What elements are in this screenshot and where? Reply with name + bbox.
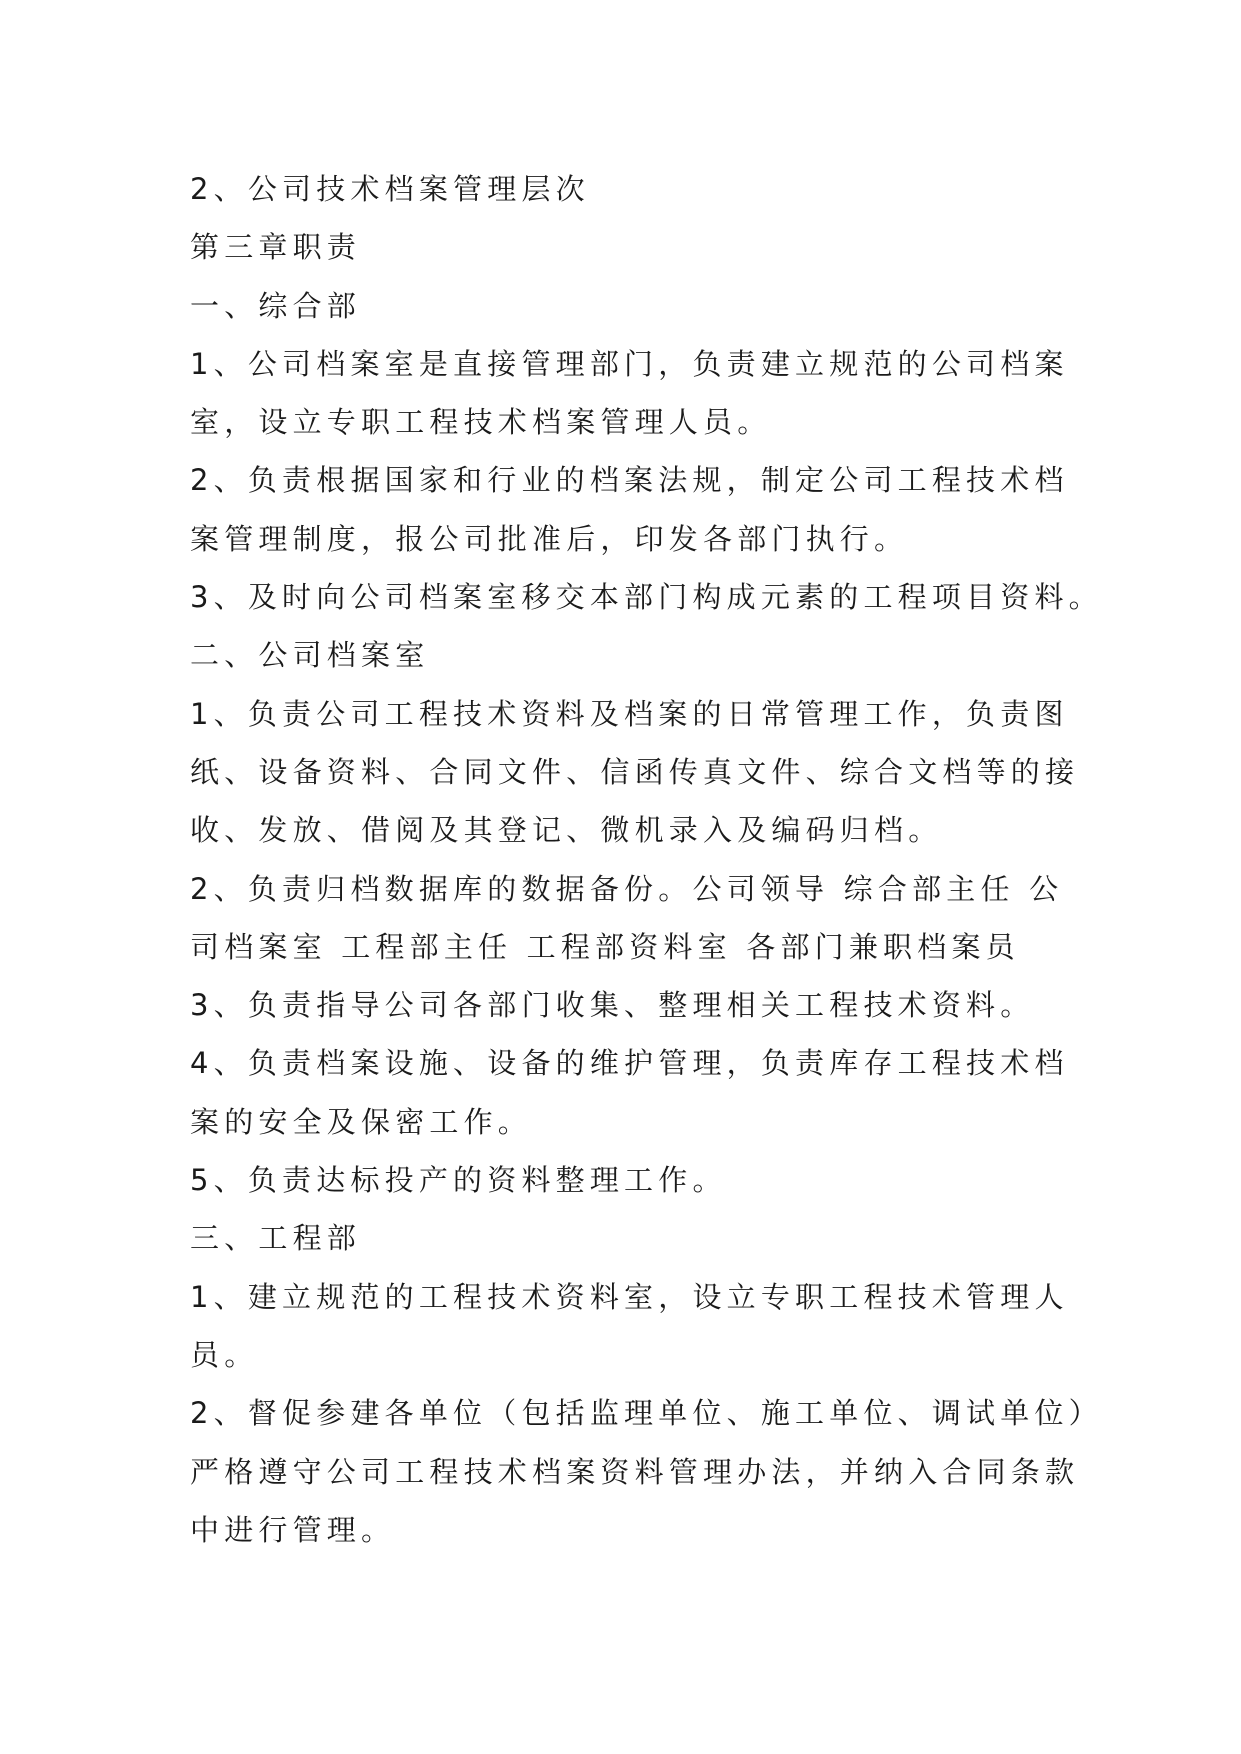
section-heading: 2、公司技术档案管理层次 <box>190 172 590 206</box>
paragraph-line: 案管理制度，报公司批准后，印发各部门执行。 <box>190 521 909 556</box>
section-heading: 二、公司档案室 <box>190 638 430 673</box>
section-heading: 三、工程部 <box>190 1221 362 1256</box>
paragraph-line: 2、负责归档数据库的数据备份。公司领导 综合部主任 公 <box>190 871 1064 906</box>
paragraph-line: 1、负责公司工程技术资料及档案的日常管理工作，负责图 <box>190 696 1069 731</box>
paragraph-line: 2、督促参建各单位（包括监理单位、施工单位、调试单位） <box>190 1396 1103 1431</box>
paragraph-line: 员。 <box>190 1337 259 1372</box>
document-body <box>190 160 1103 1559</box>
paragraph-line: 室，设立专职工程技术档案管理人员。 <box>190 405 772 440</box>
paragraph-line: 案的安全及保密工作。 <box>190 1104 533 1139</box>
paragraph-line: 1、建立规范的工程技术资料室，设立专职工程技术管理人 <box>190 1279 1069 1314</box>
paragraph-line: 3、负责指导公司各部门收集、整理相关工程技术资料。 <box>190 988 1035 1023</box>
paragraph-line: 中进行管理。 <box>190 1512 396 1547</box>
paragraph-line: 1、公司档案室是直接管理部门，负责建立规范的公司档案 <box>190 346 1069 381</box>
paragraph-line: 5、负责达标投产的资料整理工作。 <box>190 1163 727 1198</box>
paragraph-line: 2、负责根据国家和行业的档案法规，制定公司工程技术档 <box>190 463 1069 498</box>
paragraph-line: 收、发放、借阅及其登记、微机录入及编码归档。 <box>190 813 943 848</box>
paragraph-line: 纸、设备资料、合同文件、信函传真文件、综合文档等的接 <box>190 754 1080 789</box>
chapter-heading: 第三章职责 <box>190 230 362 265</box>
paragraph-line: 严格遵守公司工程技术档案资料管理办法，并纳入合同条款 <box>190 1454 1080 1489</box>
paragraph-line: 4、负责档案设施、设备的维护管理，负责库存工程技术档 <box>190 1046 1069 1081</box>
section-heading: 一、综合部 <box>190 288 362 323</box>
paragraph-line: 3、及时向公司档案室移交本部门构成元素的工程项目资料。 <box>190 580 1103 615</box>
paragraph-line: 司档案室 工程部主任 工程部资料室 各部门兼职档案员 <box>190 929 1020 964</box>
